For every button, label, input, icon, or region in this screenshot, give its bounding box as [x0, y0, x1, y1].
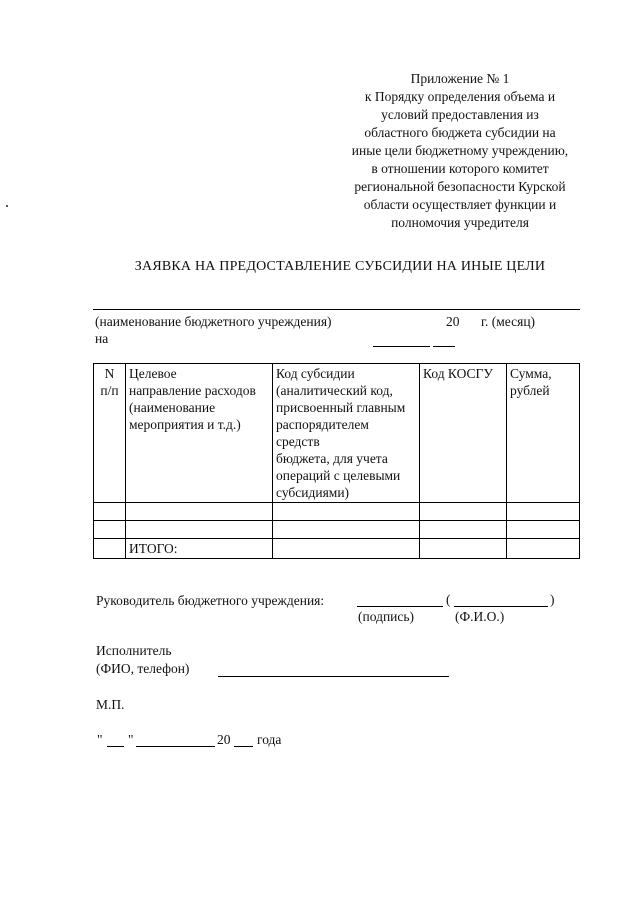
scan-artifact	[6, 205, 8, 207]
name-blank[interactable]	[454, 606, 548, 607]
executor-sublabel: (ФИО, телефон)	[96, 661, 190, 676]
table-cell[interactable]	[126, 521, 273, 539]
institution-caption: (наименование бюджетного учреждения)	[95, 314, 332, 329]
head-label: Руководитель бюджетного учреждения:	[96, 593, 325, 608]
month-name-blank[interactable]	[136, 746, 215, 747]
signature-blank[interactable]	[357, 606, 443, 607]
table-cell[interactable]	[507, 539, 580, 559]
day-blank[interactable]	[107, 746, 124, 747]
table-total-row	[94, 539, 580, 559]
table-cell[interactable]	[94, 521, 126, 539]
date-year-suffix: года	[257, 732, 282, 747]
table-row	[94, 503, 580, 521]
table-cell[interactable]	[507, 521, 580, 539]
month-caption: г. (месяц)	[481, 314, 536, 329]
appendix-line: полномочия учредителя	[391, 215, 529, 230]
institution-name-line	[93, 309, 580, 310]
date-open-quote: "	[97, 732, 103, 747]
header-cell-sum: Сумма, рублей	[507, 364, 580, 503]
appendix-line: региональной безопасности Курской	[354, 179, 566, 194]
document-title: ЗАЯВКА НА ПРЕДОСТАВЛЕНИЕ СУБСИДИИ НА ИНЫЕ ЦЕЛИ	[134, 259, 546, 274]
executor-blank[interactable]	[218, 676, 449, 677]
table-cell[interactable]	[273, 521, 420, 539]
header-cell-direction: Целевое направление расходов (наименование мероприятия и т.д.)	[126, 364, 273, 503]
date-year-prefix: 20	[217, 732, 231, 747]
table-cell	[94, 539, 126, 559]
total-label: ИТОГО:	[126, 539, 273, 559]
table-cell[interactable]	[420, 521, 507, 539]
table-cell[interactable]	[507, 503, 580, 521]
year-prefix: 20	[446, 314, 460, 329]
date-year-blank[interactable]	[234, 746, 253, 747]
subsidy-table	[93, 363, 580, 559]
executor-label: Исполнитель	[96, 643, 172, 658]
table-cell[interactable]	[273, 503, 420, 521]
on-label: на	[95, 331, 109, 346]
table-cell[interactable]	[420, 503, 507, 521]
date-close-quote: "	[128, 732, 134, 747]
appendix-line: области осуществляет функции и	[363, 197, 557, 212]
appendix-line: Приложение № 1	[410, 71, 510, 86]
table-cell[interactable]	[273, 539, 420, 559]
appendix-line: в отношении которого комитет	[371, 161, 549, 176]
name-caption: (Ф.И.О.)	[455, 609, 505, 624]
appendix-line: иные цели бюджетному учреждению,	[351, 143, 569, 158]
year-blank	[433, 346, 455, 347]
table-cell[interactable]	[420, 539, 507, 559]
table-cell[interactable]	[126, 503, 273, 521]
stamp-label: М.П.	[96, 697, 125, 712]
open-paren: (	[446, 592, 451, 607]
header-cell-subsidy-code: Код субсидии (аналитический код, присвоенный главным распорядителем средств бюджета, для учета операций с целевыми субсидиями)	[273, 364, 420, 503]
close-paren: )	[550, 592, 555, 607]
appendix-line: областного бюджета субсидии на	[364, 125, 556, 140]
sign-caption: (подпись)	[358, 609, 415, 624]
appendix-block	[330, 70, 590, 232]
table-cell[interactable]	[94, 503, 126, 521]
table-header-row	[94, 364, 580, 503]
month-blank	[373, 346, 430, 347]
table-row	[94, 521, 580, 539]
header-cell-kosgu: Код КОСГУ	[420, 364, 507, 503]
appendix-line: условий предоставления из	[381, 107, 539, 122]
appendix-line: к Порядку определения объема и	[364, 89, 556, 104]
header-cell-number: N п/п	[94, 364, 126, 503]
